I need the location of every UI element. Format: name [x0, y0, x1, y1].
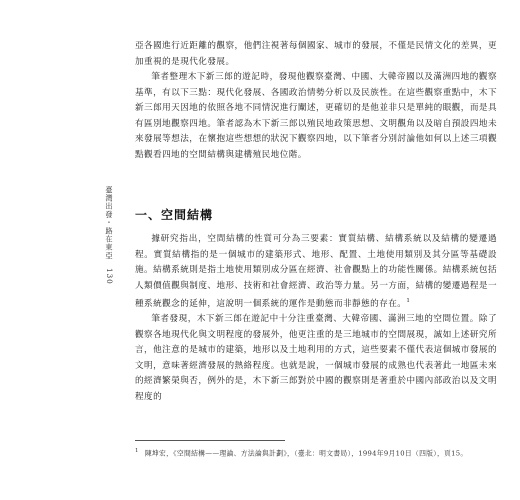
running-head: 臺灣出發・路在東亞 130 — [105, 186, 114, 285]
paragraph: 亞各國進行近距離的觀察，他們注視著每個國家、城市的發展，不僅是民情文化的差異，更加重視的是現代化發展。 — [135, 41, 497, 67]
paragraph: 筆者發現，木下新三郎在遊記中十分注重臺灣、大韓帝國、滿洲三地的空間位置。除了觀察各地現代化與文明程度的發展外，他更注重的是三地城市的空間展現，誠如上述研究所言，他注意的是城市的建築，地形以及土地利用的方式，這些要素不僅代表這個城市發展的文明，意味著經濟發展的熱絡程度。也就是說，一個城市發展的成熟也代表著此一地區未來的經濟繁榮與否，例外的是，木下新三郎對於中國的觀察則是著重於中國內部政治以及文明程度的 — [135, 314, 497, 402]
footnote-text: 陳坤宏，《空間結構——理論、方法論與計劃》，（臺北：明文書局），1994年9月10日（四版），頁15。 — [144, 449, 468, 458]
body-text-top — [135, 39, 497, 163]
paragraph-text: 據研究指出，空間結構的性質可分為三要素：實質結構、結構系統以及結構的變遷過程。實質結構指的是一個城市的建築形式、地形、配置、土地使用類別及其分區等基礎設施。結構系統則是指土地使用類別成分區在經濟、社會觀點上的功能性關係。結構系統包括人類價值觀與制度、地形、技術和社會經濟、政治等力量。另一方面，結構的變遷過程是一種系統觀念的延伸，這說明一個系統的運作是動態而非靜態的存在。 — [135, 234, 497, 309]
footnote — [135, 446, 497, 459]
footnote-divider — [135, 440, 285, 441]
paragraph — [135, 232, 497, 312]
section-heading: 一、空間結構 — [135, 208, 214, 222]
body-text-bottom — [135, 232, 497, 405]
paragraph: 筆者整理木下新三郎的遊記時，發現他觀察臺灣、中國、大韓帝國以及滿洲四地的觀察基準，有以下三點：現代化發展、各國政治情勢分析以及民族性。在這些觀察重點中，木下新三郎用天因地的依照各地不同情況進行闡述，更確切的是他並非只是單純的眼觀，而是具有區別地觀察四地。筆者認為木下新三郎以殖民地政策思想、文明觀角以及暗自預設四地未來發展等想法，在懷抱這些想想的狀況下觀察四地，以下筆者分別討論他如何以上述三項觀點觀看四地的空間結構與建構殖民地位階。 — [135, 72, 497, 160]
footnote-marker: 1 — [135, 448, 139, 454]
footnote-reference[interactable]: 1 — [406, 298, 411, 304]
